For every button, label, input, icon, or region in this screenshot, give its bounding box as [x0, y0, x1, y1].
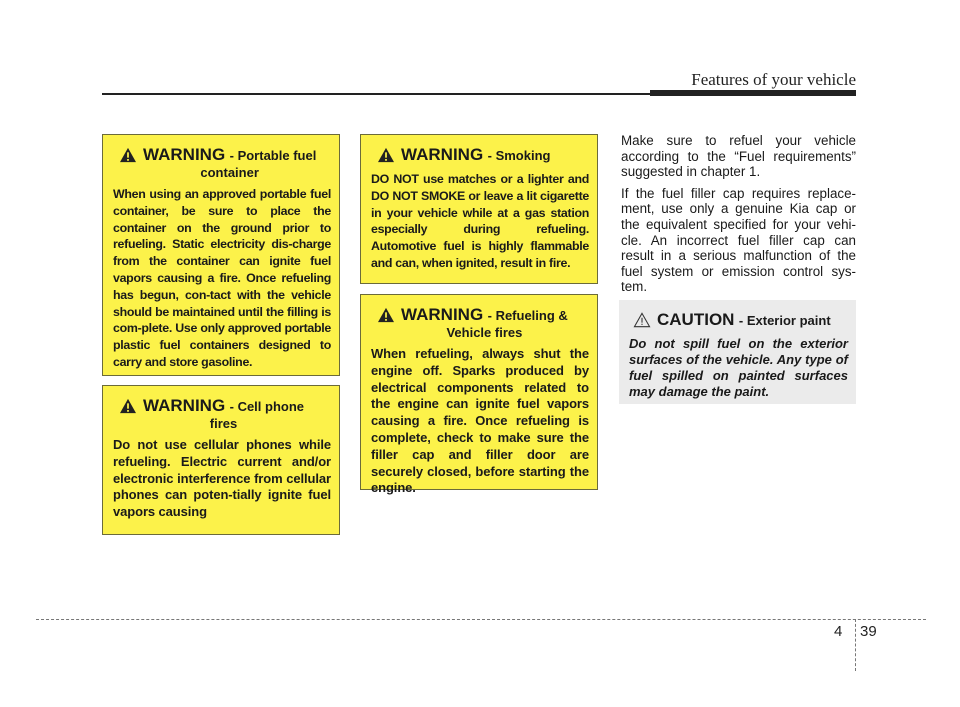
warning-subtitle-line2: Vehicle fires: [446, 325, 523, 340]
warning-body: Do not use cellular phones while refueling. Electric current and/or electronic interference from cellular phones can poten-tially ignite fuel vapors causing: [113, 437, 331, 520]
warning-body: When refueling, always shut the engine off. Sparks produced by electrical components related to the engine can ignite fuel vapors causing a fire. Once refueling is complete, check to make sure the filler cap and filler door are securely closed, before starting the engine.: [371, 346, 589, 496]
warning-subtitle-line1: - Cell phone: [229, 399, 305, 414]
warning-header: [113, 145, 331, 180]
warning-triangle-icon: [377, 307, 395, 323]
warning-portable-fuel-container: [102, 134, 340, 376]
warning-word: WARNING: [401, 305, 484, 324]
warning-header: [113, 396, 331, 431]
warning-body: DO NOT use matches or a lighter and DO NOT SMOKE or leave a lit cigarette in your vehicle while at a gas station especially during refueling. Automotive fuel is highly flammable and can, when ignited, result in fire.: [371, 172, 589, 270]
warning-body: When using an approved portable fuel container, be sure to place the container on the ground prior to refueling. Static electricity dis-charge from the container can ignite fuel vapors causing a fire. Once refueling has begun, con-tact with the vehicle should be maintained until the filling is com-plete. Use only approved portable plastic fuel containers designed to carry and store gasoline.: [113, 187, 331, 369]
warning-smoking: [360, 134, 598, 284]
body-text: [621, 133, 856, 301]
caution-exterior-paint: [619, 300, 856, 404]
warning-subtitle-line1: - Portable fuel: [229, 148, 317, 163]
header-title: Features of your vehicle: [691, 70, 856, 89]
chapter-number: 4: [834, 623, 843, 640]
caution-subtitle: - Exterior paint: [738, 313, 831, 328]
warning-word: WARNING: [143, 145, 226, 164]
caution-header: [629, 310, 848, 330]
warning-cell-phone-fires: [102, 385, 340, 535]
warning-title: [143, 396, 304, 431]
paragraph: If the fuel filler cap requires replace-ment, use only a genuine Kia cap or the equivalent specified for your vehi-cle. An incorrect fuel filler cap can result in a serious malfunction of the fuel system or emission control sys-tem.: [621, 185, 856, 295]
warning-word: WARNING: [401, 145, 484, 164]
warning-title: [143, 145, 316, 180]
warning-subtitle-line1: - Refueling &: [487, 308, 568, 323]
caution-triangle-outline-icon: [633, 312, 651, 328]
warning-title: [401, 305, 568, 340]
warning-title: [401, 145, 550, 165]
paragraph: Make sure to refuel your vehicle according to the “Fuel requirements” suggested in chapter 1.: [621, 133, 856, 180]
header-rule-accent: [650, 90, 856, 96]
warning-triangle-icon: [119, 398, 137, 414]
warning-triangle-icon: [377, 147, 395, 163]
footer-divider: [36, 619, 926, 620]
warning-header: [371, 145, 589, 165]
warning-header: [371, 305, 589, 340]
caution-body: Do not spill fuel on the exterior surfaces of the vehicle. Any type of fuel spilled on painted surfaces may damage the paint.: [629, 336, 848, 399]
warning-word: WARNING: [143, 396, 226, 415]
warning-subtitle-line2: fires: [209, 416, 238, 431]
warning-refueling-vehicle-fires: [360, 294, 598, 496]
warning-subtitle-line2: container: [200, 165, 259, 180]
caution-title: [657, 310, 831, 330]
warning-subtitle-line1: - Smoking: [487, 148, 551, 163]
footer-page-divider: [855, 619, 856, 671]
page-number: 39: [860, 623, 877, 640]
warning-triangle-icon: [119, 147, 137, 163]
caution-word: CAUTION: [657, 310, 735, 329]
